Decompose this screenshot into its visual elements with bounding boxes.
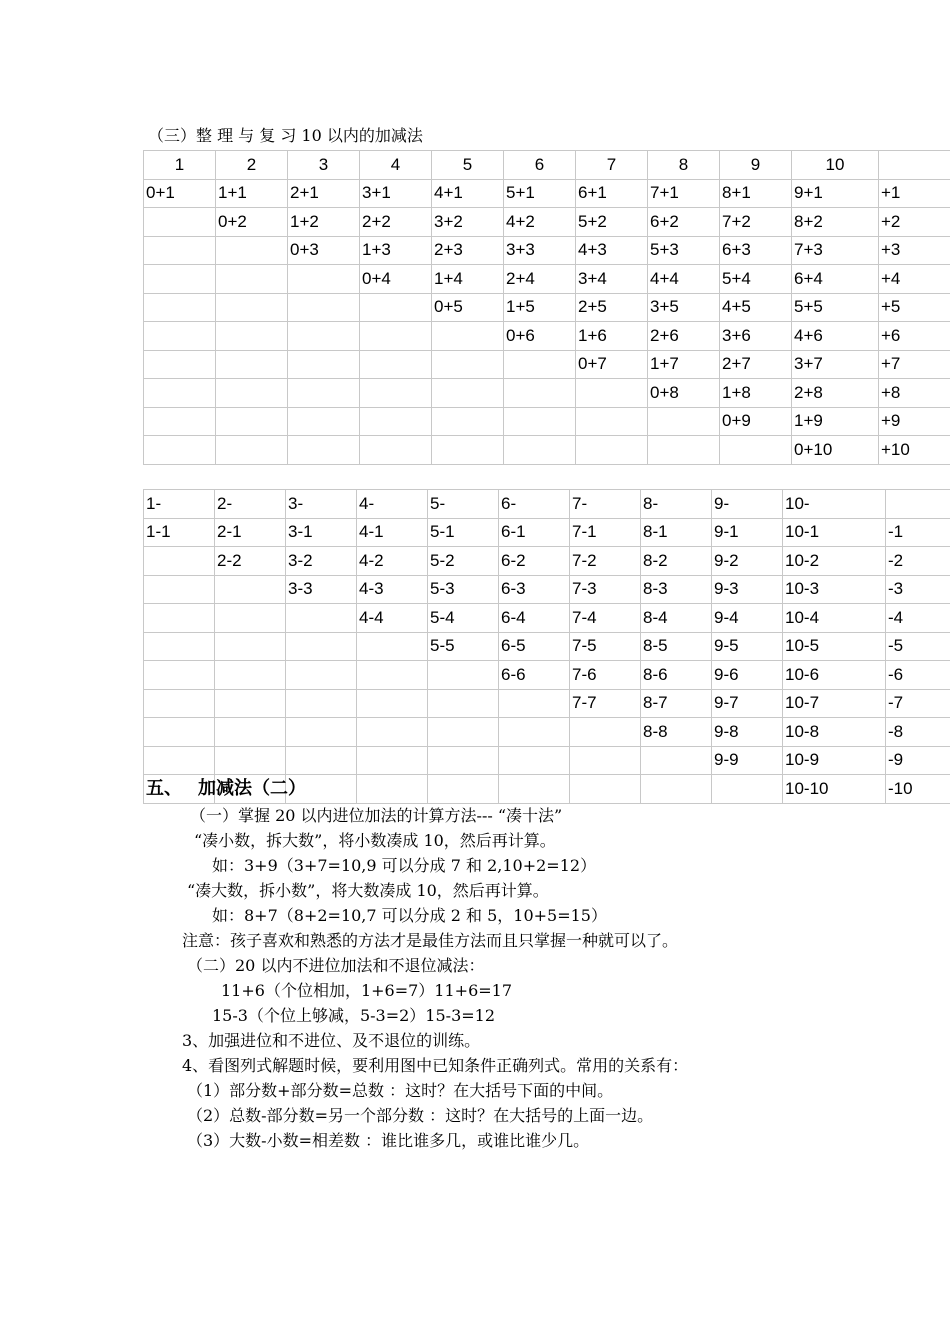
subtraction-table-cell bbox=[144, 718, 215, 747]
subtraction-table-cell: 4-1 bbox=[357, 518, 428, 547]
addition-table-cell: 0+5 bbox=[432, 293, 504, 322]
subtraction-table-cell bbox=[215, 689, 286, 718]
addition-table-cell: 4+3 bbox=[576, 236, 648, 265]
addition-table-cell: 2+2 bbox=[360, 208, 432, 237]
addition-table-cell: 4 bbox=[360, 151, 432, 180]
addition-table-cell: 2+3 bbox=[432, 236, 504, 265]
subtraction-table-cell bbox=[215, 604, 286, 633]
addition-table-cell: 1+6 bbox=[576, 322, 648, 351]
addition-table-cell: 4+6 bbox=[792, 322, 879, 351]
addition-table-cell: 5+5 bbox=[792, 293, 879, 322]
subtraction-table-cell: 9-7 bbox=[712, 689, 783, 718]
subtraction-table-cell: 9-1 bbox=[712, 518, 783, 547]
addition-table-cell bbox=[216, 350, 288, 379]
addition-table-cell bbox=[432, 379, 504, 408]
addition-table-cell bbox=[360, 436, 432, 465]
addition-table-row bbox=[144, 322, 950, 351]
subtraction-table-cell bbox=[357, 746, 428, 775]
subtraction-table-cell: -2 bbox=[886, 547, 950, 576]
subtraction-table-cell bbox=[428, 689, 499, 718]
subtraction-table-cell: 4-4 bbox=[357, 604, 428, 633]
addition-table-cell: +2 bbox=[879, 208, 950, 237]
subtraction-table-cell bbox=[499, 746, 570, 775]
addition-table-cell bbox=[144, 208, 216, 237]
addition-table-cell: 6+4 bbox=[792, 265, 879, 294]
subtraction-table bbox=[143, 489, 950, 804]
addition-table-cell bbox=[360, 379, 432, 408]
subtraction-table-cell bbox=[286, 746, 357, 775]
subtraction-table-cell: 7-3 bbox=[570, 575, 641, 604]
addition-table-cell: 2+1 bbox=[288, 179, 360, 208]
addition-table-cell: 2+8 bbox=[792, 379, 879, 408]
addition-table-cell: 3+7 bbox=[792, 350, 879, 379]
addition-table-cell bbox=[144, 265, 216, 294]
subtraction-table-cell bbox=[428, 746, 499, 775]
addition-table-cell bbox=[216, 265, 288, 294]
addition-table-cell: +4 bbox=[879, 265, 950, 294]
subtraction-table-cell: 4-3 bbox=[357, 575, 428, 604]
subtraction-table-cell bbox=[144, 575, 215, 604]
addition-table-cell: 2+7 bbox=[720, 350, 792, 379]
subtraction-table-cell bbox=[286, 689, 357, 718]
addition-table-row bbox=[144, 379, 950, 408]
addition-table-cell bbox=[576, 436, 648, 465]
method-big-number: “凑大数，拆小数”，将大数凑成 10，然后再计算。 bbox=[187, 881, 549, 900]
addition-table-cell bbox=[432, 407, 504, 436]
subtraction-table-cell: 9-5 bbox=[712, 632, 783, 661]
subtraction-table-cell: -4 bbox=[886, 604, 950, 633]
relation-3: （3）大数-小数=相差数 ：谁比谁多几，或谁比谁少几。 bbox=[187, 1131, 590, 1150]
subtraction-table-cell: 5-1 bbox=[428, 518, 499, 547]
subtraction-table-cell: 10-2 bbox=[783, 547, 886, 576]
addition-table-row bbox=[144, 350, 950, 379]
subtraction-table-cell bbox=[144, 547, 215, 576]
subtraction-table-row bbox=[144, 718, 950, 747]
addition-table-cell: 10 bbox=[792, 151, 879, 180]
subtraction-table-cell: 7-6 bbox=[570, 661, 641, 690]
addition-table-cell bbox=[648, 407, 720, 436]
subtraction-table-cell: 7-2 bbox=[570, 547, 641, 576]
addition-table-cell bbox=[432, 436, 504, 465]
subtraction-table-cell: 8-4 bbox=[641, 604, 712, 633]
addition-table-cell: 8 bbox=[648, 151, 720, 180]
addition-table-cell bbox=[216, 407, 288, 436]
subtraction-table-cell bbox=[144, 689, 215, 718]
addition-table-cell: 0+3 bbox=[288, 236, 360, 265]
addition-table bbox=[143, 150, 950, 465]
addition-table-cell: 3+4 bbox=[576, 265, 648, 294]
addition-table-cell: 5 bbox=[432, 151, 504, 180]
subtraction-table-cell: 8-5 bbox=[641, 632, 712, 661]
subtraction-table-cell bbox=[886, 490, 950, 519]
training-line: 3、加强进位和不进位、及不退位的训练。 bbox=[182, 1031, 481, 1050]
subtraction-table-cell: 6-2 bbox=[499, 547, 570, 576]
subtraction-table-cell bbox=[357, 632, 428, 661]
subtraction-table-cell bbox=[357, 661, 428, 690]
note-line: 注意：孩子喜欢和熟悉的方法才是最佳方法而且只掌握一种就可以了。 bbox=[182, 931, 679, 950]
addition-table-cell: 4+5 bbox=[720, 293, 792, 322]
subtraction-table-row bbox=[144, 746, 950, 775]
addition-table-cell: 3+2 bbox=[432, 208, 504, 237]
addition-table-cell: 7+3 bbox=[792, 236, 879, 265]
section-five-heading bbox=[146, 778, 306, 800]
subtraction-table-cell: 7-5 bbox=[570, 632, 641, 661]
addition-table-cell bbox=[216, 293, 288, 322]
subtraction-table-cell: 6- bbox=[499, 490, 570, 519]
subtraction-table-cell: -5 bbox=[886, 632, 950, 661]
addition-table-cell bbox=[432, 322, 504, 351]
addition-table-cell: 1+5 bbox=[504, 293, 576, 322]
subtraction-table-cell: 8-2 bbox=[641, 547, 712, 576]
subtraction-table-cell: -1 bbox=[886, 518, 950, 547]
subtraction-table-cell: -9 bbox=[886, 746, 950, 775]
subtraction-table-cell bbox=[570, 718, 641, 747]
subtraction-table-cell bbox=[286, 718, 357, 747]
subtraction-table-cell: 8-6 bbox=[641, 661, 712, 690]
addition-table-cell bbox=[288, 407, 360, 436]
addition-table-cell: 1+8 bbox=[720, 379, 792, 408]
addition-table-cell: 1+3 bbox=[360, 236, 432, 265]
subtraction-table-cell: 10-9 bbox=[783, 746, 886, 775]
addition-table-header-row bbox=[144, 151, 950, 180]
section-title: 加减法（二） bbox=[198, 778, 306, 799]
addition-table-cell bbox=[288, 265, 360, 294]
addition-table-cell bbox=[360, 293, 432, 322]
subtraction-table-cell: 9-3 bbox=[712, 575, 783, 604]
addition-table-cell bbox=[504, 379, 576, 408]
addition-table-cell: 5+4 bbox=[720, 265, 792, 294]
addition-table-cell: 7+2 bbox=[720, 208, 792, 237]
addition-table-cell bbox=[216, 379, 288, 408]
subtraction-table-cell bbox=[357, 718, 428, 747]
addition-table-cell bbox=[504, 407, 576, 436]
addition-table-cell bbox=[576, 407, 648, 436]
addition-table-cell: +9 bbox=[879, 407, 950, 436]
addition-table-cell: +7 bbox=[879, 350, 950, 379]
subtraction-table-cell: 8-8 bbox=[641, 718, 712, 747]
subtraction-table-cell bbox=[215, 632, 286, 661]
addition-table-cell: +6 bbox=[879, 322, 950, 351]
subtraction-table-cell: 6-4 bbox=[499, 604, 570, 633]
subtraction-table-cell bbox=[144, 661, 215, 690]
addition-table-row bbox=[144, 293, 950, 322]
addition-table-cell: 7+1 bbox=[648, 179, 720, 208]
addition-table-cell: 7 bbox=[576, 151, 648, 180]
subtraction-table-cell: 3- bbox=[286, 490, 357, 519]
subtraction-table-cell: 6-6 bbox=[499, 661, 570, 690]
addition-table-cell: 8+1 bbox=[720, 179, 792, 208]
addition-table-cell bbox=[288, 436, 360, 465]
addition-table-row bbox=[144, 407, 950, 436]
addition-table-cell bbox=[144, 322, 216, 351]
subtraction-table-cell: 8-7 bbox=[641, 689, 712, 718]
addition-section-title: （三）整 理 与 复 习 10 以内的加减法 bbox=[148, 126, 423, 145]
subtraction-table-cell: 8- bbox=[641, 490, 712, 519]
addition-table-cell: +1 bbox=[879, 179, 950, 208]
addition-table-cell bbox=[720, 436, 792, 465]
subtraction-table-cell bbox=[215, 718, 286, 747]
example-2: 如：8+7（8+2=10,7 可以分成 2 和 5，10+5=15） bbox=[212, 906, 607, 925]
addition-table-cell: 6+1 bbox=[576, 179, 648, 208]
subtraction-table-cell: -7 bbox=[886, 689, 950, 718]
subtraction-table-cell: -3 bbox=[886, 575, 950, 604]
no-borrow-example-sub: 15-3（个位上够减，5-3=2）15-3=12 bbox=[212, 1006, 496, 1025]
subtraction-table-cell bbox=[286, 632, 357, 661]
addition-table-cell bbox=[144, 436, 216, 465]
subtraction-table-row bbox=[144, 632, 950, 661]
addition-table-cell: 9 bbox=[720, 151, 792, 180]
subtraction-table-cell: 3-2 bbox=[286, 547, 357, 576]
subtraction-table-cell bbox=[286, 604, 357, 633]
addition-table-cell: 0+9 bbox=[720, 407, 792, 436]
subtraction-table-cell: 3-1 bbox=[286, 518, 357, 547]
addition-table-cell: +3 bbox=[879, 236, 950, 265]
no-carry-example-add: 11+6（个位相加，1+6=7）11+6=17 bbox=[221, 981, 513, 1000]
addition-table-cell: 5+3 bbox=[648, 236, 720, 265]
subtraction-table-cell: -6 bbox=[886, 661, 950, 690]
addition-table-cell: 0+10 bbox=[792, 436, 879, 465]
subtraction-table-cell bbox=[499, 775, 570, 804]
subtraction-table-cell bbox=[428, 775, 499, 804]
subtraction-table-row bbox=[144, 689, 950, 718]
subtraction-table-cell bbox=[144, 604, 215, 633]
addition-table-cell: 0+4 bbox=[360, 265, 432, 294]
subtraction-table-cell bbox=[641, 775, 712, 804]
section-number: 五、 bbox=[146, 778, 182, 799]
addition-table-cell: 2+6 bbox=[648, 322, 720, 351]
subtraction-table-cell bbox=[144, 746, 215, 775]
subtraction-table-cell: 7- bbox=[570, 490, 641, 519]
method-small-number: “凑小数，拆大数”，将小数凑成 10，然后再计算。 bbox=[194, 831, 556, 850]
subtraction-table-cell: 10-5 bbox=[783, 632, 886, 661]
addition-table-cell: +10 bbox=[879, 436, 950, 465]
subtraction-table-cell: 10- bbox=[783, 490, 886, 519]
subtraction-table-cell: 10-10 bbox=[783, 775, 886, 804]
addition-table-cell: 5+1 bbox=[504, 179, 576, 208]
subtraction-table-cell: 4-2 bbox=[357, 547, 428, 576]
addition-table-cell bbox=[144, 379, 216, 408]
addition-table-cell: 1+2 bbox=[288, 208, 360, 237]
subtraction-table-cell: 9-4 bbox=[712, 604, 783, 633]
subtraction-table-row bbox=[144, 490, 950, 519]
subtraction-table-cell: 5-4 bbox=[428, 604, 499, 633]
subtraction-table-cell bbox=[215, 575, 286, 604]
subtraction-table-cell: 9- bbox=[712, 490, 783, 519]
addition-table-cell bbox=[360, 407, 432, 436]
addition-table-cell: 6+2 bbox=[648, 208, 720, 237]
addition-table-cell: 1+1 bbox=[216, 179, 288, 208]
addition-table-cell bbox=[288, 350, 360, 379]
addition-table-cell bbox=[144, 236, 216, 265]
subtraction-table-cell: 10-7 bbox=[783, 689, 886, 718]
method-heading: （一）掌握 20 以内进位加法的计算方法--- “凑十法” bbox=[190, 806, 563, 825]
addition-table-cell bbox=[144, 293, 216, 322]
subtraction-table-cell: 9-9 bbox=[712, 746, 783, 775]
addition-table-cell: 2+4 bbox=[504, 265, 576, 294]
subtraction-table-cell: 5-3 bbox=[428, 575, 499, 604]
subtraction-table-cell: 2-2 bbox=[215, 547, 286, 576]
subtraction-table-cell: 6-5 bbox=[499, 632, 570, 661]
subtraction-table-row bbox=[144, 575, 950, 604]
addition-table-cell: +5 bbox=[879, 293, 950, 322]
relation-1: （1）部分数+部分数=总数 ：这时？在大括号下面的中间。 bbox=[187, 1081, 614, 1100]
addition-table-cell: 0+1 bbox=[144, 179, 216, 208]
subtraction-table-cell bbox=[428, 718, 499, 747]
addition-table-cell: 3+5 bbox=[648, 293, 720, 322]
addition-table-cell bbox=[504, 436, 576, 465]
subtraction-table-cell bbox=[499, 718, 570, 747]
subtraction-table-cell: 2- bbox=[215, 490, 286, 519]
subtraction-table-cell: 3-3 bbox=[286, 575, 357, 604]
subtraction-table-cell: 7-1 bbox=[570, 518, 641, 547]
addition-table-cell bbox=[288, 322, 360, 351]
addition-table-cell bbox=[288, 293, 360, 322]
addition-table-cell bbox=[216, 436, 288, 465]
addition-table-cell: 4+1 bbox=[432, 179, 504, 208]
addition-table-cell: 5+2 bbox=[576, 208, 648, 237]
addition-table-cell: 0+7 bbox=[576, 350, 648, 379]
subtraction-table-row bbox=[144, 604, 950, 633]
addition-table-cell bbox=[432, 350, 504, 379]
subtraction-table-cell: 1- bbox=[144, 490, 215, 519]
subtraction-table-cell: 10-3 bbox=[783, 575, 886, 604]
subtraction-table-cell bbox=[499, 689, 570, 718]
addition-table-cell: 0+6 bbox=[504, 322, 576, 351]
addition-table-cell: 6 bbox=[504, 151, 576, 180]
subtraction-table-cell: 2-1 bbox=[215, 518, 286, 547]
subtraction-table-cell bbox=[570, 746, 641, 775]
subtraction-table-cell: 1-1 bbox=[144, 518, 215, 547]
picture-problem-line: 4、看图列式解题时候，要利用图中已知条件正确列式。常用的关系有： bbox=[182, 1056, 689, 1075]
addition-table-row bbox=[144, 179, 950, 208]
subtraction-table-cell: 8-1 bbox=[641, 518, 712, 547]
subtraction-table-cell bbox=[215, 661, 286, 690]
addition-table-cell: +8 bbox=[879, 379, 950, 408]
addition-table-cell bbox=[504, 350, 576, 379]
subtraction-table-cell: 10-4 bbox=[783, 604, 886, 633]
subtraction-table-cell: 9-8 bbox=[712, 718, 783, 747]
addition-table-cell: 3+1 bbox=[360, 179, 432, 208]
subtraction-table-cell bbox=[570, 775, 641, 804]
addition-table-cell: 3+3 bbox=[504, 236, 576, 265]
addition-table-cell: 1+7 bbox=[648, 350, 720, 379]
addition-table-cell bbox=[216, 322, 288, 351]
subtraction-table-cell: 6-1 bbox=[499, 518, 570, 547]
addition-table-cell: 3+6 bbox=[720, 322, 792, 351]
addition-table-cell bbox=[216, 236, 288, 265]
addition-table-cell bbox=[648, 436, 720, 465]
addition-table-cell: 3 bbox=[288, 151, 360, 180]
subtraction-table-cell: 6-3 bbox=[499, 575, 570, 604]
addition-table-cell: 0+8 bbox=[648, 379, 720, 408]
subtraction-table-cell bbox=[357, 689, 428, 718]
addition-table-cell bbox=[360, 350, 432, 379]
relation-2: （2）总数-部分数=另一个部分数 ：这时？在大括号的上面一边。 bbox=[187, 1106, 654, 1125]
addition-table-cell bbox=[144, 350, 216, 379]
addition-table-row bbox=[144, 436, 950, 465]
addition-table-cell bbox=[360, 322, 432, 351]
no-carry-heading: （二）20 以内不进位加法和不退位减法： bbox=[187, 956, 485, 975]
subtraction-table-row bbox=[144, 661, 950, 690]
subtraction-table-cell: 9-6 bbox=[712, 661, 783, 690]
addition-table-row bbox=[144, 265, 950, 294]
addition-table-row bbox=[144, 236, 950, 265]
subtraction-table-cell bbox=[144, 632, 215, 661]
addition-table-cell bbox=[576, 379, 648, 408]
addition-table-cell: 8+2 bbox=[792, 208, 879, 237]
subtraction-table-cell: 9-2 bbox=[712, 547, 783, 576]
addition-table-cell: 2 bbox=[216, 151, 288, 180]
subtraction-table-cell: 8-3 bbox=[641, 575, 712, 604]
subtraction-table-cell: 10-6 bbox=[783, 661, 886, 690]
addition-table-cell: 1 bbox=[144, 151, 216, 180]
subtraction-table-cell: 7-4 bbox=[570, 604, 641, 633]
addition-table-cell: 9+1 bbox=[792, 179, 879, 208]
addition-table-cell bbox=[144, 407, 216, 436]
subtraction-table-cell: 10-8 bbox=[783, 718, 886, 747]
addition-table-cell: 4+4 bbox=[648, 265, 720, 294]
addition-table-cell: 1+9 bbox=[792, 407, 879, 436]
subtraction-table-cell bbox=[286, 661, 357, 690]
addition-table-cell bbox=[288, 379, 360, 408]
addition-table-cell: 6+3 bbox=[720, 236, 792, 265]
addition-table-cell: 1+4 bbox=[432, 265, 504, 294]
subtraction-table-cell: 5-5 bbox=[428, 632, 499, 661]
subtraction-table-cell: -10 bbox=[886, 775, 950, 804]
addition-table-cell: 4+2 bbox=[504, 208, 576, 237]
subtraction-table-cell bbox=[215, 746, 286, 775]
subtraction-table-cell: 10-1 bbox=[783, 518, 886, 547]
addition-table-cell: 0+2 bbox=[216, 208, 288, 237]
subtraction-table-cell: 7-7 bbox=[570, 689, 641, 718]
subtraction-table-cell: 5- bbox=[428, 490, 499, 519]
subtraction-table-cell: -8 bbox=[886, 718, 950, 747]
addition-table-cell bbox=[879, 151, 950, 180]
subtraction-table-row bbox=[144, 547, 950, 576]
subtraction-table-cell bbox=[712, 775, 783, 804]
subtraction-table-cell bbox=[357, 775, 428, 804]
addition-table-cell: 2+5 bbox=[576, 293, 648, 322]
subtraction-table-cell: 4- bbox=[357, 490, 428, 519]
subtraction-table-row bbox=[144, 518, 950, 547]
addition-table-row bbox=[144, 208, 950, 237]
subtraction-table-cell bbox=[641, 746, 712, 775]
example-1: 如：3+9（3+7=10,9 可以分成 7 和 2,10+2=12） bbox=[212, 856, 597, 875]
subtraction-table-cell bbox=[428, 661, 499, 690]
subtraction-table-cell: 5-2 bbox=[428, 547, 499, 576]
